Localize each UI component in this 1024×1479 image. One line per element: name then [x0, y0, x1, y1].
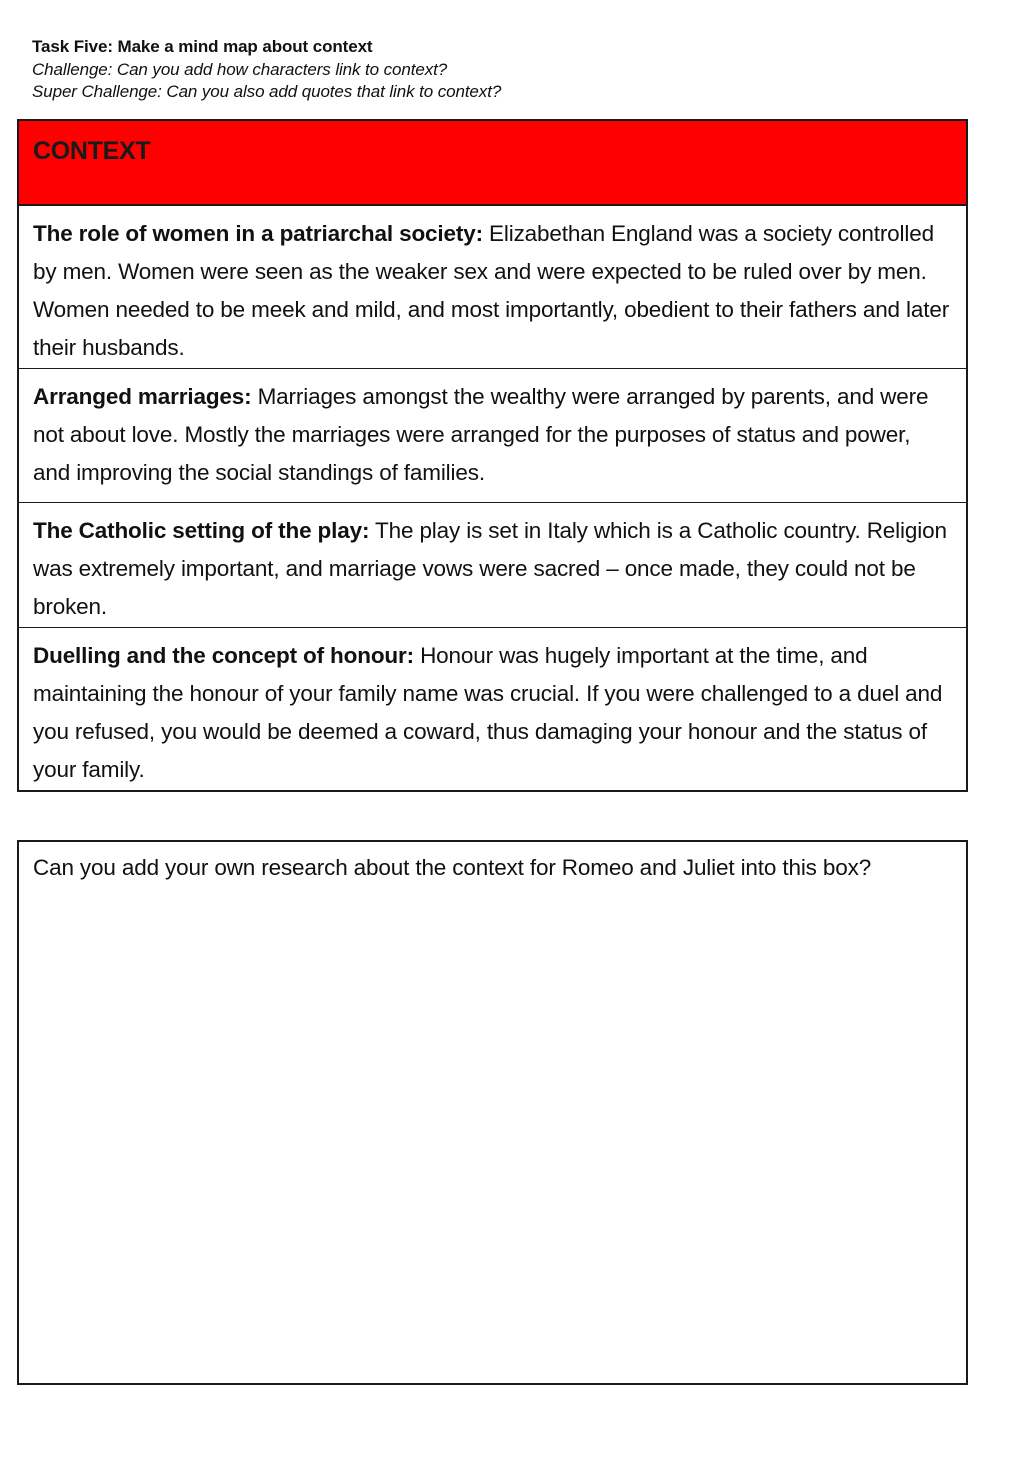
context-row-women — [19, 206, 966, 369]
task-title: Task Five: Make a mind map about context — [32, 37, 373, 56]
row-label: The role of women in a patriarchal society: — [33, 221, 483, 246]
row-label: Duelling and the concept of honour: — [33, 643, 414, 668]
row-label: Arranged marriages: — [33, 384, 252, 409]
context-row-arranged-marriages — [19, 369, 966, 503]
row-text: Marriages amongst the wealthy were arranged by parents, and were not about love. Mostly the marriages were arranged for the purposes of status and power, and improving the social standings of families. — [33, 384, 929, 485]
context-table — [17, 119, 968, 792]
research-prompt: Can you add your own research about the context for Romeo and Juliet into this box? — [33, 855, 872, 880]
row-label: The Catholic setting of the play: — [33, 518, 370, 543]
super-challenge-text: Super Challenge: Can you also add quotes that link to context? — [32, 82, 502, 101]
challenge-text: Challenge: Can you add how characters link to context? — [32, 59, 448, 79]
task-header — [32, 36, 501, 104]
context-row-duelling-honour — [19, 628, 966, 790]
context-heading: CONTEXT — [19, 121, 966, 206]
row-text: Elizabethan England was a society controlled by men. Women were seen as the weaker sex and were expected to be ruled over by men. Women needed to be meek and mild, and most importantly, obedient to their fathers and later their husbands. — [33, 221, 950, 360]
context-row-catholic-setting — [19, 503, 966, 628]
row-text: The play is set in Italy which is a Catholic country. Religion was extremely important, and marriage vows were sacred – once made, they could not be broken. — [33, 518, 947, 619]
row-text: Honour was hugely important at the time, and maintaining the honour of your family name was crucial. If you were challenged to a duel and you refused, you would be deemed a coward, thus damaging your honour and the status of your family. — [33, 643, 943, 782]
research-box[interactable] — [17, 840, 968, 1385]
